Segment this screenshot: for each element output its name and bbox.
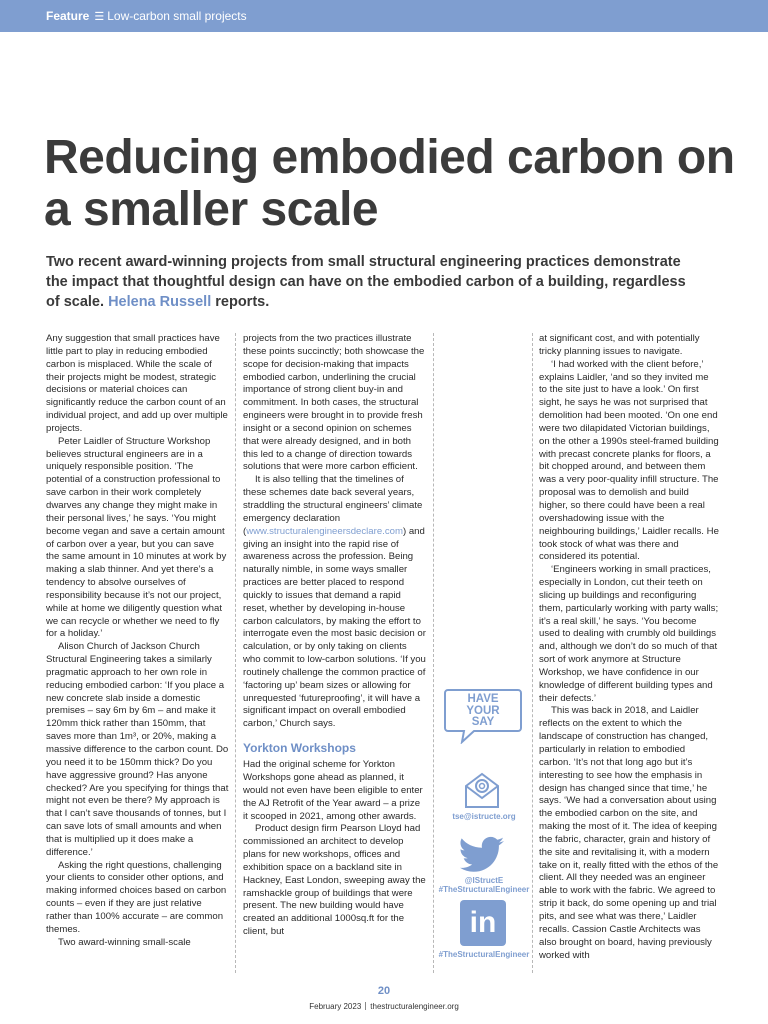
paragraph: at significant cost, and with potentially tricky planning issues to navigate. (539, 333, 700, 357)
standfirst-reports: reports. (215, 294, 270, 310)
column-divider (532, 333, 533, 973)
linkedin-hashtag[interactable]: #TheStructuralEngineer (438, 950, 530, 959)
paragraph: Peter Laidler of Structure Workshop believes structural engineers are in a uniquely responsible position. ‘The potential of a construction professional to save carbon in their work completely dwarves any change they might make in their personal lives,’ he says. ‘You might become vegan and save a certain amount of carbon over a year, but you can save the same amount in 10 minutes at work by making a slab thinner. And yet there’s a tendency to absolve ourselves of responsibility because it’s not our project, while at home we diligently question what we can recycle or whether we need to fly for a holiday.’ (46, 435, 227, 640)
email-address[interactable]: tse@istructe.org (452, 812, 516, 821)
footer-separator (365, 1002, 366, 1010)
paragraph-text: ) and giving an insight into the rapid rise of awareness across the profession. Being naturally nimble, in some ways smaller practices are better placed to respond quickly to issues that demand a rapid reset, whether by developing in-house carbon calculators, by making the effort to interrogate even the most basic decision or calculation, or by only taking on clients who commit to low-carbon solutions. ‘If you routinely challenge the common practice of ‘factoring up’ beam sizes or allowing for unrequested ‘futureproofing’, it will have a significant impact on overall embodied carbon,’ Church says. (243, 525, 426, 730)
paragraph: Alison Church of Jackson Church Structural Engineering takes a similarly pragmatic approach to her own role in reducing embodied carbon: ‘If you place a new concrete slab inside a domestic premises – say 6m by 6m – and make it 120mm thick rather than 150mm, that saves more than 1m³, or 20%, making a massive difference to the carbon count. Do you need it to be 150mm thick? Do you have aggressive ground? Has anyone checked? Are you specifying for things that might not even be there? My approach is that I can’t save thousands of tonnes, but I can save lots of small amounts and when that is multiplied up it does make a difference.’ (46, 641, 229, 858)
section-label: Low-carbon small projects (107, 9, 247, 23)
email-icon[interactable] (462, 770, 502, 810)
paragraph: This was back in 2018, and Laidler reflects on the extent to which the landscape of construction has changed, particularly in relation to embodied carbon. ‘It’s not that long ago but it’s interesting to see how the emphasis in design has changed since that time,’ he says. ‘We had a conversation about using the embodied carbon on the site, and making the most of it. The idea of keeping the fabric, character, grain and history of the site and revitalising it, with a modern take on it, really fitted with the ethos of the client. All they needed was an engineer able to work with the fabric. We agreed to strip it back, do some opening up and trial pits, and see what was there,’ Laidler recalls. Cassion Castle Architects was also brought on board, having previously worked with (539, 705, 719, 961)
twitter-hashtag[interactable]: #TheStructuralEngineer (438, 885, 530, 894)
your-label: YOUR (466, 704, 500, 717)
paragraph: Had the original scheme for Yorkton Workshops gone ahead as planned, it would not even have been eligible to enter the AJ Retrofit of the Year award – a prize it scooped in 2021, among other awards. (243, 759, 423, 822)
footer (0, 1002, 768, 1011)
twitter-handle[interactable]: @IStructE (464, 876, 504, 885)
feature-label: Feature (46, 9, 90, 23)
standfirst (46, 252, 686, 312)
paragraph (243, 474, 426, 731)
paragraph: projects from the two practices illustrate these points succinctly; both showcase the scope for decision-making that impacts embodied carbon, underlining the crucial importance of strong client buy-in and commitment. In both cases, the structural engineers were brought in to provide fresh insight or a second opinion on schemes that were already designed, and in both this led to a change of direction towards solutions that were more carbon efficient. (243, 333, 425, 473)
paragraph: Product design firm Pearson Lloyd had commissioned an architect to develop plans for new workshops, offices and exhibition space on a backland site in Hackney, East London, sweeping away the ramshackle group of buildings that were present. The new building would have created an additional 1000sq.ft for the client, but (243, 823, 426, 938)
section-header-bar (0, 0, 768, 32)
column-divider (235, 333, 236, 973)
article-column-1 (46, 333, 229, 950)
paragraph-text: It is also telling that the timelines of these schemes date back several years, straddling the structural engineers’ climate emergency declaration ( (243, 474, 423, 537)
website[interactable]: thestructuralengineer.org (370, 1002, 459, 1011)
column-divider (433, 333, 434, 973)
have-label: HAVE (467, 693, 499, 705)
paragraph: Any suggestion that small practices have little part to play in reducing embodied carbon is misplaced. While the scale of their projects might be modest, strategic decisions or material choices can significantly reduce the carbon count of an individual project, and add up over multiple projects. (46, 333, 228, 434)
paragraph: ‘Engineers working in small practices, especially in London, cut their teeth on slicing up buildings and reconfiguring them, particularly working with party walls; it’s a real skill,’ he says. ‘You become used to dealing with crumbly old buildings and, although we don’t do so much of that sort of work anymore at Structure Workshop, we have confidence in our knowledge of different building types and their defects.’ (539, 564, 719, 704)
paragraph: Asking the right questions, challenging your clients to consider other options, and making informed choices based on carbon counts – even if they are just relative rather than 100% accurate – are common themes. (46, 859, 227, 935)
declaration-link[interactable]: www.structuralengineersdeclare.com (246, 525, 403, 537)
standfirst-text: Two recent award-winning projects from small structural engineering practices demonstrate the impact that thoughtful design can have on the embodied carbon of a building, regardless of scale. (46, 254, 686, 310)
paragraph: Two award-winning small-scale (58, 936, 191, 948)
article-column-3 (539, 333, 719, 962)
paragraph: ‘I had worked with the client before,’ explains Laidler, ‘and so they invited me to the site just to have a look.’ On first sight, he says he was not surprised that demolition had been mooted. ‘On one end were two dilapidated Victorian buildings, on the other a 1990s steel-framed building with precast concrete planks for floors, a bit chopped around, and between them was a very poor-quality infill structure. The proposal was to demolish and build higher, so there could have been a real overshadowing issue with the neighbouring buildings,’ Laidler recalls. He took stock of what was there and considered its potential. (539, 358, 719, 563)
say-label: SAY (471, 716, 495, 728)
issue-date: February 2023 (309, 1002, 362, 1011)
twitter-icon[interactable] (460, 836, 506, 874)
article-headline: Reducing embodied carbon on a smaller scale (44, 131, 735, 236)
have-your-say-text (444, 694, 522, 729)
article-column-2 (243, 333, 426, 939)
page-number: 20 (377, 985, 391, 997)
linkedin-icon[interactable]: in (460, 900, 506, 946)
author-name[interactable]: Helena Russell (108, 294, 212, 310)
menu-lines-icon: ☰ (94, 10, 105, 23)
subheading-yorkton-workshops: Yorkton Workshops (243, 741, 356, 756)
